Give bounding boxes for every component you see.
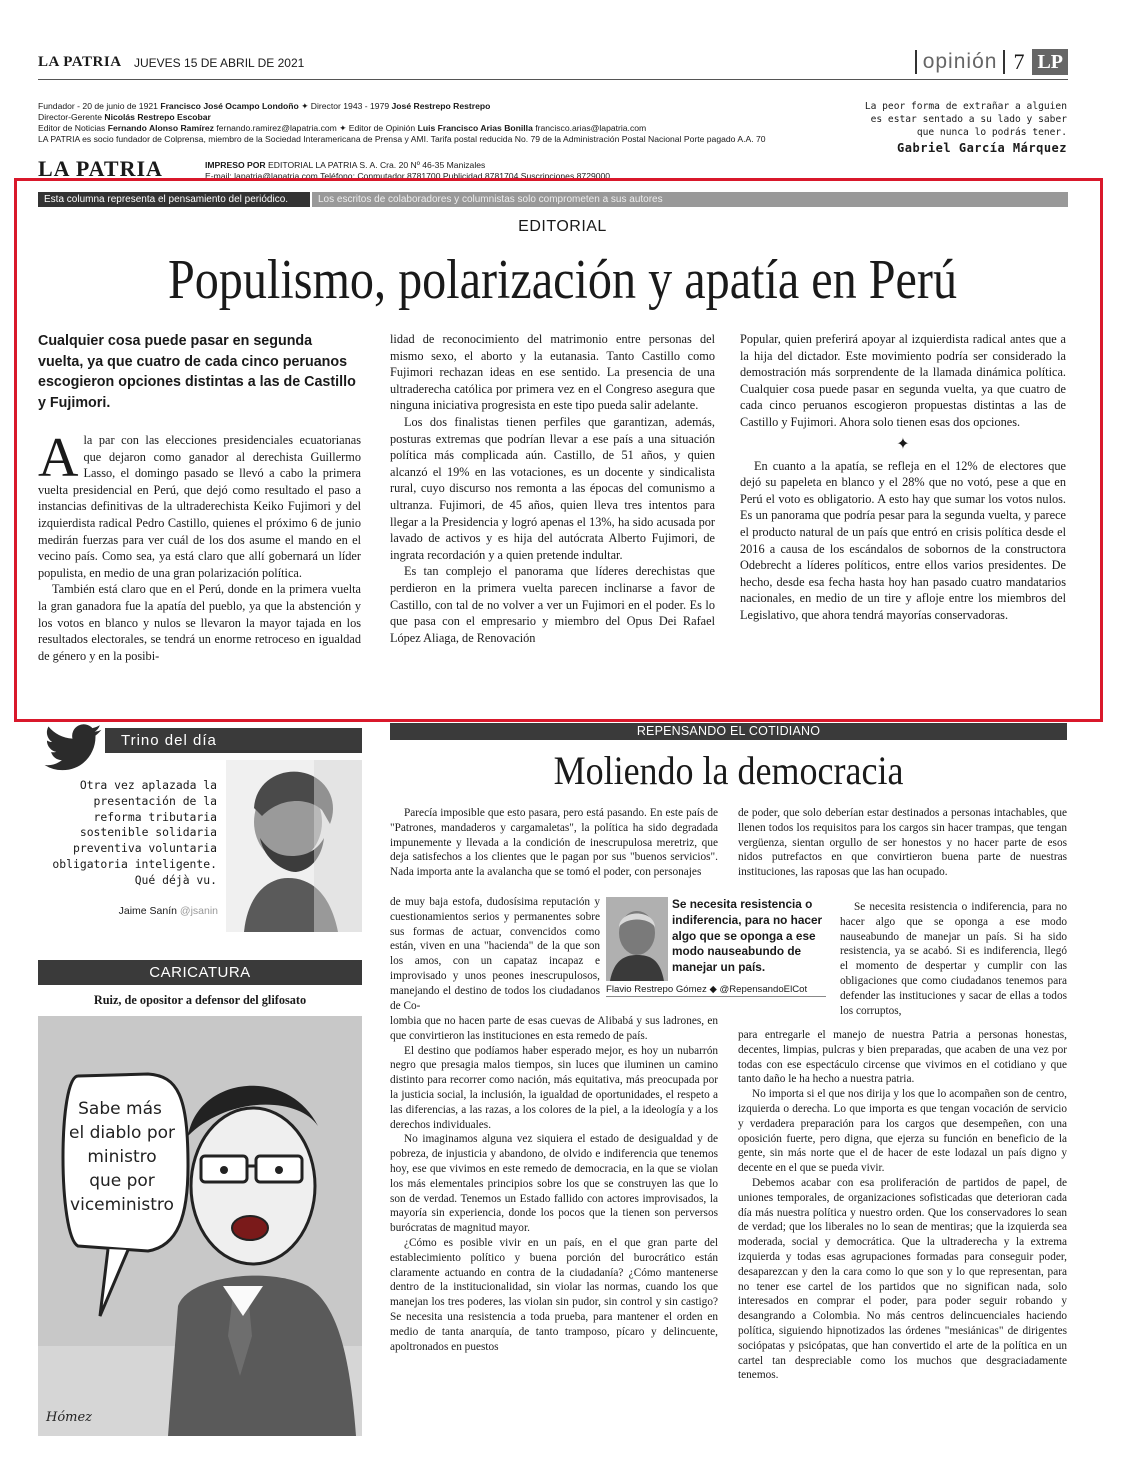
tweet-author-handle[interactable]: @jsanin	[179, 905, 218, 917]
column-headline: Moliendo la democracia	[553, 748, 904, 793]
credit-opinion-editor-label: Editor de Opinión	[348, 123, 416, 133]
highlight-frame	[14, 178, 1103, 722]
column-paragraph: lombia que no hacen parte de esas cuevas de Alibabá y sus ladrones, en que convirtieron las instituciones en esta remedo de país.	[390, 1015, 718, 1042]
columnist-handle[interactable]: @RepensandoElCot	[719, 984, 808, 995]
credit-news-editor-name: Fernando Alonso Ramírez	[107, 123, 214, 133]
credit-manager-name: Nicolás Restrepo Escobar	[104, 112, 211, 122]
section-name: opinión	[915, 50, 1006, 74]
diamond-icon: ✦	[339, 123, 347, 133]
printed-contact: E-mail: lapatria@lapatria.com Teléfono: Conmutador 8781700 Publicidad 8781704 Suscripciones 8729000	[205, 171, 611, 181]
separator-icon: ✦	[896, 435, 910, 453]
page-number: 7	[1013, 49, 1025, 74]
column-paragraph: Debemos acabar con esa proliferación de partidos de papel, de uniones temporales, de organizaciones sofisticadas que deterioran cada día más nuestra política y nuestro orden. Que los conservadores lo sean de verdad; que los liberales no lo sean de mentiras; que la izquierda sea moderada, social y democrática. Que la ultraderecha y la extrema izquierda y todas esas agrupaciones formadas para conseguir poder, desaparezcan y den la cara como lo que son y lo que representan, para no tener ese cartel de los partidos que no significan nada, solo interesados en comprar el poder, para poder seguir robando y desangrando a Colombia. No más centros delincuenciales haciendo política, siguiendo hipnotizados las órdenes "mesiánicas" de dirigentes sociópatas y psicópatas, que han convertido el arte de la política en un cartel tan despreciable como los muchos que desgraciadamente tenemos.	[738, 1176, 1067, 1382]
columnist-byline	[606, 984, 826, 995]
bubble-line: Sabe más	[78, 1099, 162, 1119]
column-paragraph: No imaginamos alguna vez siquiera el estado de desigualdad y de pobreza, de injusticia y abandono, de olvido e indiferencia que tenemos hoy, ese que vivimos en este remedo de democracia, en la que se violan los más elementales principios sobre los que se construyen las que lo son de verdad. Tenemos un Estado fallido con actores improvisados, la mayoría sin experiencia, donde los pocos que la tienen son perversos burócratas de magnitud mayor.	[390, 1133, 718, 1235]
bubble-line: ministro	[87, 1147, 157, 1167]
tweet-author	[86, 905, 218, 917]
drop-cap: A	[38, 427, 79, 489]
credit-director-label: Director 1943 - 1979	[310, 101, 390, 111]
editorial-paragraph: Los dos finalistas tienen perfiles que garantizan, además, posturas extremas que podrían llevar a ese país a una situación política más complicada aún. Castillo, de 51 años, y quien alcanzó el 19% en las votaciones, es un docente y sindicalista rural, cuyo discurso nos remonta a las épocas del comunismo a ultranza. Fujimori, de 45 años, quien lleva tres intentos para llegar a la Presidencia y logró apenas el 13%, ha sido acusada por lavado de activos y es hija del autócrata Alberto Fujimori, de ingrata recordación y a quien pretende indultar.	[390, 414, 715, 562]
column-paragraph: Se necesita resistencia o indiferencia, para no hacer algo que se oponga a ese modo nauseabundo de manejar un país. Si ha sido resistencia, ya se acabó. Si es indiferencia, llegó el momento de despertar y cumplir con las obligaciones que como ciudadanos tenemos para defender las instituciones y sacar de ellas a todos los corruptos,	[840, 901, 1067, 1017]
column-part-3	[738, 806, 1067, 880]
column-paragraph: ¿Cómo es posible vivir en un país, en el que gran parte del establecimiento político y buena porción del burocrático están claramente actuando en contra de la ciudadanía? ¿Cómo mantenerse dentro de la institucionalidad, sin violar las normas, cuando los que manejan los tres poderes, las violan sin pudor, sin control y sin castigo? Se necesita una resistencia a toda prueba, para mantener el orden en medio de tanta anarquía, de tanto tramposo, pícaro y delincuente, apoltronados en puestos	[390, 1236, 718, 1353]
column-part-1b	[390, 895, 600, 1013]
column-part-3b	[840, 900, 1067, 1018]
editorial-notice: Esta columna representa el pensamiento del periódico.	[38, 192, 310, 207]
printed-address: EDITORIAL LA PATRIA S. A. Cra. 20 Nº 46-35 Manizales	[268, 160, 486, 170]
credit-director-name: José Restrepo Restrepo	[391, 101, 491, 111]
bubble-line: el diablo por	[68, 1123, 176, 1143]
staff-credits	[38, 101, 828, 145]
editorial-paragraph: En cuanto a la apatía, se refleja en el 12% de electores que dejó su papeleta en blanco y el 28% que no votó, pese a que en Perú el voto es obligatorio. A esto hay que sumar los votos nulos. Es un panorama que podría pesar para la segunda vuelta, y parece el producto natural de un país que entró en crisis política desde el 2016 a causa de los escándalos de sobornos de la constructora Odebrecht a líderes políticos, entre ellos varios presidentes. De hecho, desde esa fecha hasta hoy han pasado cuatro mandatarios nacionales, en medio de un tire y afloje entre los miembros del Legislativo, que ahora tendrá mayorías conservadoras.	[740, 458, 1066, 622]
editorial-paragraph: También está claro que en el Perú, donde en la primera vuelta la gran ganadora fue la apatía del pueblo, ya que la abstención y los votos en blanco y nulos se llevaron la mayor tajada en los resultados electorales, se tendrá un enorme retroceso en igualdad de género y en la posibi-	[38, 582, 361, 663]
bubble-line: que por	[89, 1171, 155, 1191]
credits-line-1	[38, 101, 828, 112]
credit-founder-name: Francisco José Ocampo Londoño	[160, 101, 299, 111]
editorial-paragraph: lidad de reconocimiento del matrimonio entre personas del mismo sexo, el aborto y la eutanasia. Tanto Castillo como Fujimori rechazan ideas en ese sentido. La presencia de una ultraderecha católica por primera vez en el Congreso asegura que ninguna iniciativa progresista en este tipo pueda salir adelante.	[390, 332, 715, 413]
quote-author: Gabriel García Márquez	[897, 141, 1067, 155]
author-photo	[226, 760, 362, 932]
column-part-2	[390, 1014, 718, 1354]
editorial-paragraph: Es tan complejo el panorama que líderes derechistas que perdieron en la primera vuelta parecen inclinarse a favor de Castillo, con tal de no volver a ver un Fujimori en el poder. Es lo que pasa con el empresario y miembro del Opus Dei Rafael López Aliaga, de Renovación	[390, 564, 715, 645]
column-part-1	[390, 806, 718, 880]
tweet-author-name: Jaime Sanín	[118, 905, 177, 917]
trino-label: Trino del día	[105, 728, 362, 753]
credits-line-2	[38, 112, 828, 123]
news-editor-email[interactable]: fernando.ramirez@lapatria.com	[216, 123, 337, 133]
credit-founder-label: Fundador - 20 de junio de 1921	[38, 101, 158, 111]
twitter-bird-icon	[38, 718, 108, 780]
secondary-logo: LA PATRIA	[38, 156, 163, 181]
column-paragraph: Parecía imposible que esto pasara, pero está pasando. En este país de "Patrones, mandaderos y cargamaletas", la política ha sido degradada impunemente y llevada a la condición de inescrupulosa meretriz, que deja satisfechos a los clientes que le pagan por sus "buenos servicios". Nada importa ante la avalancha que se tomó el poder, con personajes	[390, 807, 718, 879]
column-paragraph: No importa si el que nos dirija y los que lo acompañen son de centro, izquierda o derecha. Lo que importa es que tengan vocación de servicio y verdadera preparación para los cargos que desempeñen, con una oposición fuerte, pero digna, que ejerza su función en beneficio de la gente, sin más norte que el de hacer de este lodazal un país digno y decente en el que se pueda vivir.	[738, 1088, 1067, 1175]
column-paragraph: El destino que podíamos haber esperado mejor, es hoy un nubarrón negro que presagia malos tiempos, sin luces que iluminen un camino distinto para recorrer como nación, más equitativa, más preocupada por la justicia social, la inclusión, la igualdad de oportunidades, el respeto a las diferencias, a las razas, a los colores de la piel, a la ideología y a los derechos individuales.	[390, 1044, 718, 1131]
quote-text: La peor forma de extrañar a alguien es estar sentado a su lado y saber que nunca lo podrás tener.	[864, 101, 1067, 138]
political-cartoon	[38, 1016, 362, 1436]
cartoon-title: Ruiz, de opositor a defensor del glifosato	[93, 993, 307, 1007]
section-header	[915, 48, 1068, 76]
columnist-photo	[606, 897, 668, 981]
credits-line-3	[38, 123, 828, 134]
credit-opinion-editor-name: Luis Francisco Arias Bonilla	[417, 123, 533, 133]
editorial-text: la par con las elecciones presidenciales ecuatorianas que dejaron como ganador al derechista Guillermo Lasso, el domingo pasado se llevó a cabo la primera vuelta presidencial en Perú, que dejó como resultado el paso a instancias definitivas de la ultraderechista Keiko Fujimori y del izquierdista radical Pedro Castillo, quienes el próximo 6 de junio medirán fuerzas para ver cuál de los dos asume el mando en el vecino país. Como sea, ya está claro que allí gobernará un líder populista, en medio de una gran polarización política.	[38, 433, 361, 580]
columnist-name: Flavio Restrepo Gómez	[606, 984, 707, 995]
brand-name: LA PATRIA	[38, 54, 122, 70]
printed-label: IMPRESO POR	[205, 160, 266, 170]
newspaper-logo: LP	[1032, 49, 1068, 75]
column-paragraph: para entregarle el manejo de nuestra Patria a personas honestas, decentes, limpias, pulcras y bien preparadas, que acaben de una vez por todas con ese espectáculo circense que vivimos en el cotidiano y que tanto daño le ha hecho a nuestra patria.	[738, 1029, 1067, 1086]
tweet-text: Otra vez aplazada la presentación de la reforma tributaria sostenible solidaria preventiva voluntaria obligatoria inteligente. Qué déjà vu.	[52, 778, 217, 887]
credits-line-4: LA PATRIA es socio fundador de Colprensa, miembro de la Sociedad Interamericana de Prensa y AMI. Tarifa postal reducida No. 79 de la Administración Postal Nacional Porte pagado A.A. 70	[38, 134, 766, 144]
credit-news-editor-label: Editor de Noticias	[38, 123, 106, 133]
column-paragraph: de poder, que solo deberían estar destinados a personas intachables, que llenen todos los requisitos para los cargos sin hacer trampas, que tengan vergüenza, sientan orgullo de ser honestos y no hacer parte de esos nidos putrefactos en que convirtieron buena parte de nuestras instituciones, las raposas que las han ocupado.	[738, 807, 1067, 879]
editorial-paragraph: Popular, quien preferirá apoyar al izquierdista radical antes que a la hija del dictador. Este movimiento podría ser considerado la demostración más sorprendente de la llamada dinámica política. Cualquier cosa puede pasar en segunda vuelta, ya que cuatro de cada cinco peruanos escogieron propuestas distintas a las de Castillo y Fujimori. Ahora solo tienen esas dos opciones.	[740, 332, 1066, 429]
masthead	[38, 49, 1068, 80]
editorial-headline: Populismo, polarización y apatía en Perú	[167, 249, 958, 311]
pull-quote-box	[606, 897, 826, 997]
column-paragraph: de muy baja estofa, dudosísima reputación y cuestionamientos serios y permanentes sobre sus formas de actuar, convencidos como están, viven en una "hacienda" de la que son los amos, con un capataz incapaz e improvisado y unos peones inescrupulosos, manejando el destino de todos los ciudadanos de Co-	[390, 896, 600, 1012]
caricatura-label: CARICATURA	[38, 960, 362, 985]
bubble-line: viceministro	[70, 1195, 174, 1215]
contributors-notice: Los escritos de colaboradores y columnistas solo comprometen a sus autores	[312, 192, 1068, 207]
credit-manager-label: Director-Gerente	[38, 112, 102, 122]
diamond-icon: ✦	[301, 101, 309, 111]
cartoonist-signature: Hómez	[46, 1410, 93, 1425]
column-part-4	[738, 1028, 1067, 1383]
opinion-editor-email[interactable]: francisco.arias@lapatria.com	[535, 123, 647, 133]
editorial-label: EDITORIAL	[518, 218, 607, 235]
pull-quote-text: Se necesita resistencia o indiferencia, para no hacer algo que se oponga a ese modo nauseabundo de manejar un país.	[672, 897, 823, 975]
column-section-label: REPENSANDO EL COTIDIANO	[390, 723, 1067, 740]
diamond-icon: ◆	[709, 984, 717, 995]
quote-of-day	[862, 100, 1067, 155]
editorial-dek: Cualquier cosa puede pasar en segunda vuelta, ya que cuatro de cada cinco peruanos escogieron opciones distintas a las de Castillo y Fujimori.	[38, 333, 356, 411]
issue-date: JUEVES 15 DE ABRIL DE 2021	[134, 56, 305, 70]
